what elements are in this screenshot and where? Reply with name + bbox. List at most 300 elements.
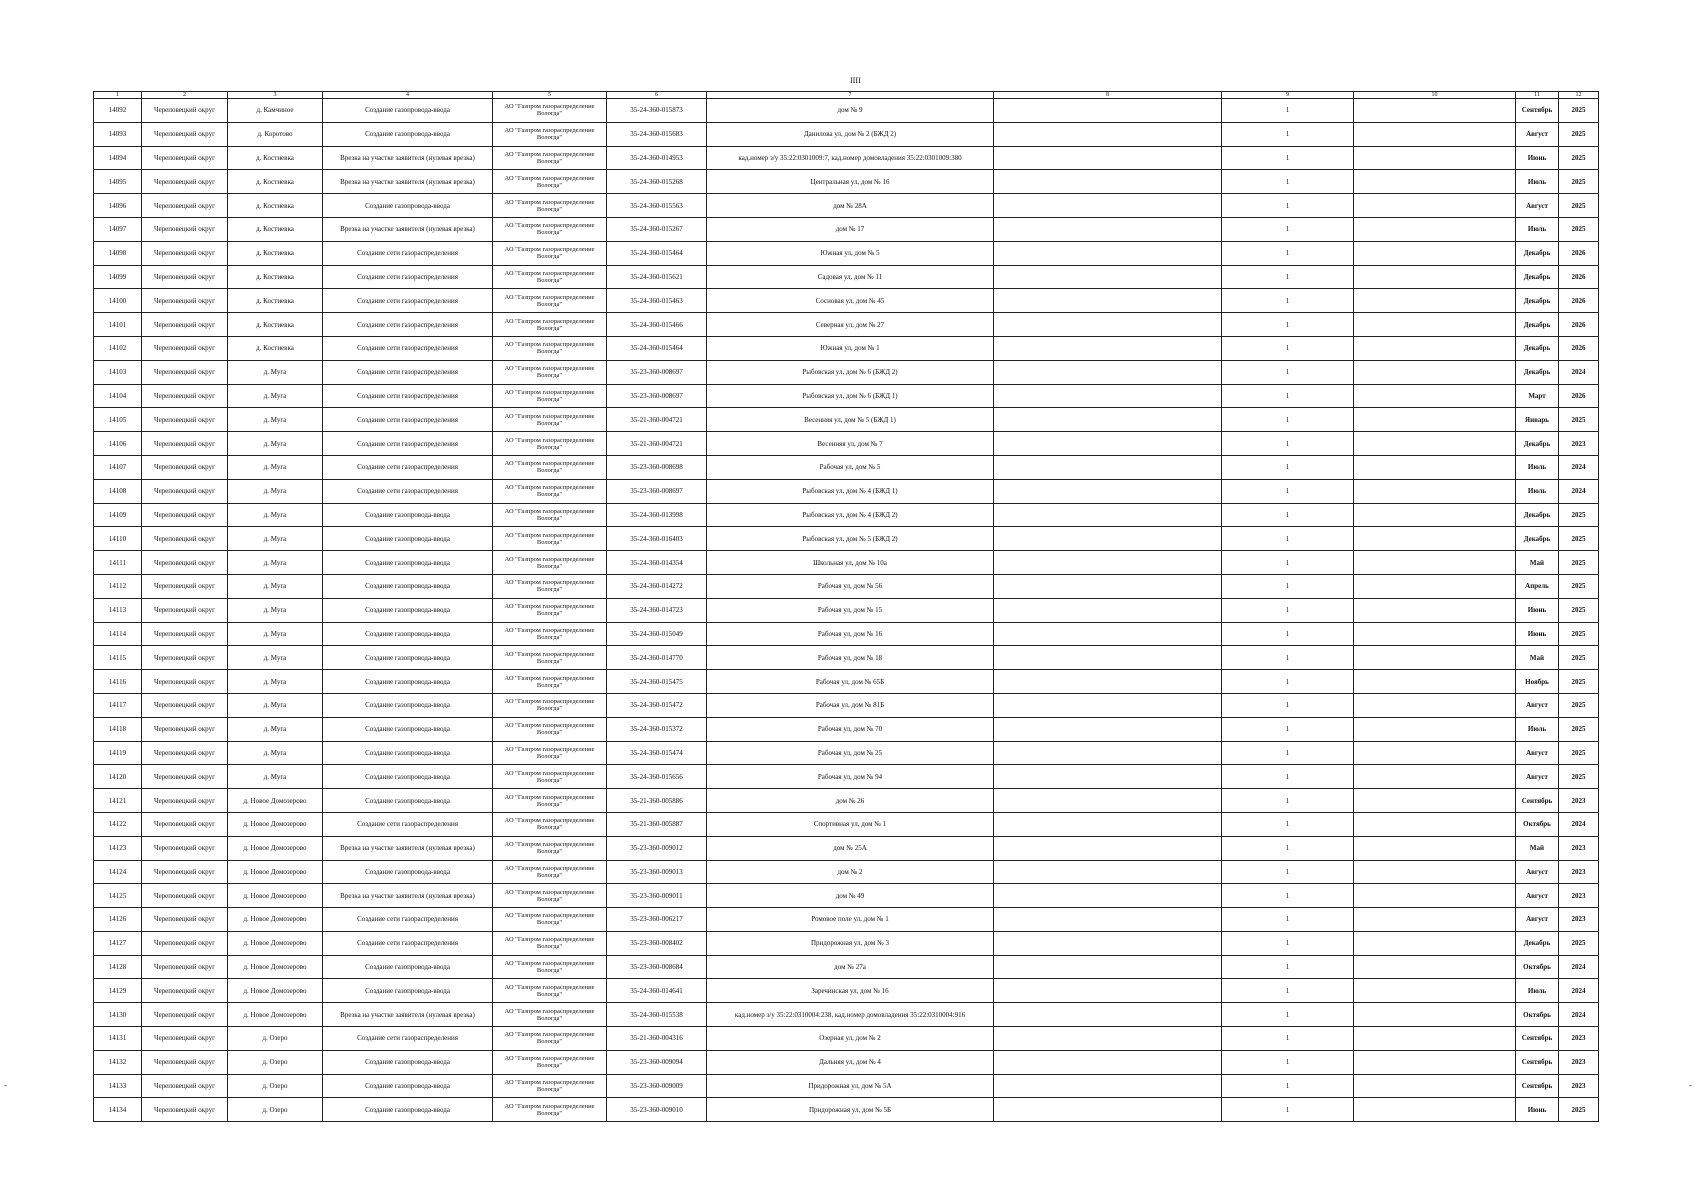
table-row [94,170,1599,194]
empty-cell [1354,884,1516,908]
work-type-cell: Создание газопровода-ввода [323,1074,493,1098]
organization-cell: АО "Газпром газораспределение Вологда" [493,99,607,123]
work-type-cell: Создание газопровода-ввода [323,551,493,575]
address-cell: Рабочая ул, дом № 81Б [707,693,994,717]
empty-cell [1354,836,1516,860]
address-cell: Весенняя ул, дом № 7 [707,432,994,456]
empty-cell [994,955,1222,979]
year-cell: 2024 [1559,979,1599,1003]
locality-cell: д. Муга [228,693,323,717]
year-cell: 2025 [1559,574,1599,598]
address-cell: Южная ул, дом № 5 [707,241,994,265]
empty-cell [994,503,1222,527]
address-cell: Рабочая ул, дом № 56 [707,574,994,598]
table-row [94,241,1599,265]
quantity-cell: 1 [1222,622,1354,646]
application-code-cell: 35-24-360-015372 [607,717,707,741]
month-cell: Август [1516,741,1559,765]
district-cell: Череповецкий округ [142,479,228,503]
row-number: 14131 [94,1027,142,1051]
month-cell: Ноябрь [1516,670,1559,694]
row-number: 14127 [94,931,142,955]
table-row [94,289,1599,313]
district-cell: Череповецкий округ [142,955,228,979]
empty-cell [994,336,1222,360]
year-cell: 2026 [1559,384,1599,408]
address-cell: дом № 49 [707,884,994,908]
locality-cell: д. Новое Домозерово [228,979,323,1003]
organization-cell: АО "Газпром газораспределение Вологда" [493,574,607,598]
address-cell: кад.номер з/у 35:22:0301009:7, кад.номер домовладения 35:22:0301009:380 [707,146,994,170]
application-code-cell: 35-24-360-015466 [607,313,707,337]
district-cell: Череповецкий округ [142,574,228,598]
application-code-cell: 35-21-360-004721 [607,408,707,432]
address-cell: Рыбовская ул, дом № 6 (БЖД 2) [707,360,994,384]
quantity-cell: 1 [1222,812,1354,836]
empty-cell [994,765,1222,789]
empty-cell [994,741,1222,765]
address-cell: Рабочая ул, дом № 70 [707,717,994,741]
district-cell: Череповецкий округ [142,289,228,313]
table-row [94,693,1599,717]
month-cell: Август [1516,194,1559,218]
address-cell: Рыбовская ул, дом № 5 (БЖД 2) [707,527,994,551]
application-code-cell: 35-24-360-014354 [607,551,707,575]
address-cell: Придорожная ул, дом № 5Б [707,1098,994,1122]
row-number: 14129 [94,979,142,1003]
empty-cell [994,693,1222,717]
table-row [94,313,1599,337]
address-cell: Рабочая ул, дом № 94 [707,765,994,789]
table-row [94,408,1599,432]
empty-cell [994,812,1222,836]
application-code-cell: 35-24-360-015464 [607,241,707,265]
locality-cell: д. Муга [228,622,323,646]
district-cell: Череповецкий округ [142,908,228,932]
empty-cell [1354,1074,1516,1098]
application-code-cell: 35-24-360-015464 [607,336,707,360]
locality-cell: д. Костиевка [228,194,323,218]
row-number: 14104 [94,384,142,408]
organization-cell: АО "Газпром газораспределение Вологда" [493,1027,607,1051]
quantity-cell: 1 [1222,741,1354,765]
empty-cell [1354,408,1516,432]
work-type-cell: Врезка на участке заявителя (нулевая врезка) [323,1003,493,1027]
locality-cell: д. Муга [228,360,323,384]
year-cell: 2024 [1559,479,1599,503]
column-header: 3 [228,92,323,99]
table-row [94,908,1599,932]
application-code-cell: 35-21-360-005887 [607,812,707,836]
table-row [94,1098,1599,1122]
empty-cell [1354,955,1516,979]
empty-cell [1354,194,1516,218]
table-row [94,1050,1599,1074]
address-cell: Заречинская ул, дом № 16 [707,979,994,1003]
address-cell: Данилова ул, дом № 2 (БЖД 2) [707,122,994,146]
organization-cell: АО "Газпром газораспределение Вологда" [493,241,607,265]
work-type-cell: Создание сети газораспределения [323,908,493,932]
table-row [94,217,1599,241]
table-row [94,884,1599,908]
year-cell: 2024 [1559,1003,1599,1027]
empty-cell [1354,693,1516,717]
organization-cell: АО "Газпром газораспределение Вологда" [493,265,607,289]
month-cell: Июнь [1516,622,1559,646]
quantity-cell: 1 [1222,836,1354,860]
district-cell: Череповецкий округ [142,622,228,646]
locality-cell: д. Муга [228,765,323,789]
row-number: 14134 [94,1098,142,1122]
organization-cell: АО "Газпром газораспределение Вологда" [493,313,607,337]
empty-cell [994,146,1222,170]
quantity-cell: 1 [1222,693,1354,717]
table-row [94,122,1599,146]
month-cell: Декабрь [1516,503,1559,527]
work-type-cell: Создание газопровода-ввода [323,646,493,670]
year-cell: 2023 [1559,432,1599,456]
work-type-cell: Создание газопровода-ввода [323,1050,493,1074]
edge-mark-left: - [4,1080,7,1090]
quantity-cell: 1 [1222,336,1354,360]
organization-cell: АО "Газпром газораспределение Вологда" [493,860,607,884]
application-code-cell: 35-23-360-009010 [607,1098,707,1122]
work-type-cell: Создание газопровода-ввода [323,955,493,979]
locality-cell: д. Костиевка [228,289,323,313]
work-type-cell: Создание сети газораспределения [323,1027,493,1051]
work-type-cell: Создание газопровода-ввода [323,860,493,884]
work-type-cell: Создание газопровода-ввода [323,194,493,218]
district-cell: Череповецкий округ [142,503,228,527]
district-cell: Череповецкий округ [142,670,228,694]
empty-cell [994,99,1222,123]
organization-cell: АО "Газпром газораспределение Вологда" [493,931,607,955]
district-cell: Череповецкий округ [142,217,228,241]
address-cell: Рабочая ул, дом № 18 [707,646,994,670]
month-cell: Сентябрь [1516,1050,1559,1074]
locality-cell: д. Муга [228,384,323,408]
row-number: 14105 [94,408,142,432]
locality-cell: д. Костиевка [228,217,323,241]
locality-cell: д. Костиевка [228,170,323,194]
empty-cell [994,670,1222,694]
organization-cell: АО "Газпром газораспределение Вологда" [493,551,607,575]
application-code-cell: 35-24-360-014953 [607,146,707,170]
work-type-cell: Создание сети газораспределения [323,408,493,432]
empty-cell [1354,360,1516,384]
edge-mark-right: - [1689,1080,1692,1090]
empty-cell [1354,122,1516,146]
month-cell: Декабрь [1516,313,1559,337]
row-number: 14108 [94,479,142,503]
empty-cell [994,241,1222,265]
quantity-cell: 1 [1222,313,1354,337]
address-cell: дом № 28А [707,194,994,218]
empty-cell [1354,217,1516,241]
locality-cell: д. Озеро [228,1050,323,1074]
locality-cell: д. Муга [228,455,323,479]
year-cell: 2025 [1559,622,1599,646]
address-cell: Рыбовская ул, дом № 6 (БЖД 1) [707,384,994,408]
table-row [94,860,1599,884]
application-code-cell: 35-24-360-014272 [607,574,707,598]
empty-cell [994,479,1222,503]
row-number: 14110 [94,527,142,551]
empty-cell [1354,289,1516,313]
work-type-cell: Создание газопровода-ввода [323,622,493,646]
district-cell: Череповецкий округ [142,789,228,813]
address-cell: Рабочая ул, дом № 16 [707,622,994,646]
work-type-cell: Создание газопровода-ввода [323,693,493,717]
empty-cell [994,1074,1222,1098]
row-number: 14102 [94,336,142,360]
empty-cell [1354,551,1516,575]
table-row [94,479,1599,503]
row-number: 14121 [94,789,142,813]
quantity-cell: 1 [1222,527,1354,551]
table-row [94,717,1599,741]
table-row [94,336,1599,360]
month-cell: Август [1516,122,1559,146]
month-cell: Декабрь [1516,931,1559,955]
year-cell: 2023 [1559,1027,1599,1051]
column-header: 8 [994,92,1222,99]
table-row [94,955,1599,979]
year-cell: 2024 [1559,955,1599,979]
month-cell: Июль [1516,455,1559,479]
district-cell: Череповецкий округ [142,1074,228,1098]
row-number: 14125 [94,884,142,908]
work-type-cell: Создание сети газораспределения [323,241,493,265]
locality-cell: д. Озеро [228,1074,323,1098]
empty-cell [994,1027,1222,1051]
empty-cell [994,527,1222,551]
row-number: 14092 [94,99,142,123]
quantity-cell: 1 [1222,1098,1354,1122]
application-code-cell: 35-24-360-015621 [607,265,707,289]
empty-cell [1354,812,1516,836]
address-cell: Школьная ул, дом № 10а [707,551,994,575]
address-cell: Спортивная ул, дом № 1 [707,812,994,836]
organization-cell: АО "Газпром газораспределение Вологда" [493,527,607,551]
organization-cell: АО "Газпром газораспределение Вологда" [493,622,607,646]
application-code-cell: 35-24-360-015049 [607,622,707,646]
row-number: 14132 [94,1050,142,1074]
district-cell: Череповецкий округ [142,99,228,123]
empty-cell [994,789,1222,813]
application-code-cell: 35-24-360-015463 [607,289,707,313]
locality-cell: д. Костиевка [228,336,323,360]
application-code-cell: 35-23-360-008402 [607,931,707,955]
address-cell: дом № 27а [707,955,994,979]
district-cell: Череповецкий округ [142,884,228,908]
organization-cell: АО "Газпром газораспределение Вологда" [493,670,607,694]
month-cell: Июнь [1516,598,1559,622]
locality-cell: д. Муга [228,598,323,622]
empty-cell [1354,99,1516,123]
row-number: 14106 [94,432,142,456]
row-number: 14118 [94,717,142,741]
empty-cell [1354,265,1516,289]
quantity-cell: 1 [1222,1074,1354,1098]
table-row [94,1027,1599,1051]
address-cell: Весенняя ул, дом № 5 (БЖД 1) [707,408,994,432]
table-body [94,92,1599,1122]
month-cell: Август [1516,908,1559,932]
table-row [94,384,1599,408]
quantity-cell: 1 [1222,1050,1354,1074]
year-cell: 2023 [1559,836,1599,860]
quantity-cell: 1 [1222,908,1354,932]
locality-cell: д. Новое Домозерово [228,908,323,932]
work-type-cell: Создание газопровода-ввода [323,670,493,694]
year-cell: 2025 [1559,99,1599,123]
locality-cell: д. Озеро [228,1027,323,1051]
quantity-cell: 1 [1222,479,1354,503]
address-cell: дом № 2 [707,860,994,884]
locality-cell: д. Камчиное [228,99,323,123]
quantity-cell: 1 [1222,979,1354,1003]
empty-cell [1354,1027,1516,1051]
column-header: 4 [323,92,493,99]
organization-cell: АО "Газпром газораспределение Вологда" [493,122,607,146]
locality-cell: д. Муга [228,717,323,741]
row-number: 14096 [94,194,142,218]
work-type-cell: Создание сети газораспределения [323,313,493,337]
organization-cell: АО "Газпром газораспределение Вологда" [493,408,607,432]
district-cell: Череповецкий округ [142,241,228,265]
work-type-cell: Создание сети газораспределения [323,931,493,955]
empty-cell [994,194,1222,218]
quantity-cell: 1 [1222,717,1354,741]
month-cell: Октябрь [1516,1003,1559,1027]
organization-cell: АО "Газпром газораспределение Вологда" [493,884,607,908]
month-cell: Декабрь [1516,289,1559,313]
empty-cell [994,884,1222,908]
quantity-cell: 1 [1222,765,1354,789]
district-cell: Череповецкий округ [142,194,228,218]
empty-cell [1354,908,1516,932]
row-number: 14114 [94,622,142,646]
empty-cell [1354,146,1516,170]
quantity-cell: 1 [1222,955,1354,979]
locality-cell: д. Новое Домозерово [228,931,323,955]
application-code-cell: 35-23-360-009013 [607,860,707,884]
month-cell: Июль [1516,479,1559,503]
application-code-cell: 35-23-360-009009 [607,1074,707,1098]
address-cell: кад.номер з/у 35:22:0310004:238, кад.номер домовладения 35:22:0310004:916 [707,1003,994,1027]
address-cell: Рабочая ул, дом № 25 [707,741,994,765]
address-cell: Садовая ул, дом № 11 [707,265,994,289]
locality-cell: д. Костиевка [228,241,323,265]
work-type-cell: Создание сети газораспределения [323,384,493,408]
organization-cell: АО "Газпром газораспределение Вологда" [493,1098,607,1122]
quantity-cell: 1 [1222,170,1354,194]
address-cell: Дальняя ул, дом № 4 [707,1050,994,1074]
quantity-cell: 1 [1222,384,1354,408]
year-cell: 2026 [1559,289,1599,313]
row-number: 14126 [94,908,142,932]
quantity-cell: 1 [1222,432,1354,456]
organization-cell: АО "Газпром газораспределение Вологда" [493,646,607,670]
month-cell: Декабрь [1516,432,1559,456]
empty-cell [994,122,1222,146]
organization-cell: АО "Газпром газораспределение Вологда" [493,1074,607,1098]
quantity-cell: 1 [1222,1003,1354,1027]
work-type-cell: Создание сети газораспределения [323,265,493,289]
empty-cell [994,313,1222,337]
month-cell: Сентябрь [1516,1027,1559,1051]
table-row [94,1074,1599,1098]
empty-cell [994,979,1222,1003]
empty-cell [994,574,1222,598]
address-cell: Центральная ул, дом № 16 [707,170,994,194]
month-cell: Январь [1516,408,1559,432]
organization-cell: АО "Газпром газораспределение Вологда" [493,455,607,479]
quantity-cell: 1 [1222,551,1354,575]
organization-cell: АО "Газпром газораспределение Вологда" [493,598,607,622]
work-type-cell: Создание сети газораспределения [323,360,493,384]
application-code-cell: 35-24-360-015873 [607,99,707,123]
work-type-cell: Врезка на участке заявителя (нулевая врезка) [323,217,493,241]
empty-cell [1354,527,1516,551]
work-type-cell: Создание газопровода-ввода [323,122,493,146]
empty-cell [1354,336,1516,360]
month-cell: Август [1516,884,1559,908]
empty-cell [994,551,1222,575]
row-number: 14122 [94,812,142,836]
quantity-cell: 1 [1222,455,1354,479]
application-code-cell: 35-23-360-009012 [607,836,707,860]
table-row [94,360,1599,384]
row-number: 14097 [94,217,142,241]
month-cell: Май [1516,646,1559,670]
organization-cell: АО "Газпром газораспределение Вологда" [493,217,607,241]
quantity-cell: 1 [1222,646,1354,670]
column-header: 10 [1354,92,1516,99]
application-code-cell: 35-23-360-008697 [607,384,707,408]
empty-cell [994,360,1222,384]
work-type-cell: Врезка на участке заявителя (нулевая врезка) [323,884,493,908]
empty-cell [994,1098,1222,1122]
empty-cell [1354,741,1516,765]
table-row [94,598,1599,622]
locality-cell: д. Муга [228,574,323,598]
quantity-cell: 1 [1222,931,1354,955]
quantity-cell: 1 [1222,884,1354,908]
quantity-cell: 1 [1222,289,1354,313]
district-cell: Череповецкий округ [142,979,228,1003]
empty-cell [1354,455,1516,479]
application-code-cell: 35-23-360-008684 [607,955,707,979]
district-cell: Череповецкий округ [142,265,228,289]
year-cell: 2024 [1559,455,1599,479]
district-cell: Череповецкий округ [142,741,228,765]
address-cell: Северная ул, дом № 27 [707,313,994,337]
quantity-cell: 1 [1222,503,1354,527]
locality-cell: д. Муга [228,551,323,575]
empty-cell [1354,598,1516,622]
locality-cell: д. Коротово [228,122,323,146]
row-number: 14128 [94,955,142,979]
work-type-cell: Создание газопровода-ввода [323,717,493,741]
year-cell: 2023 [1559,1074,1599,1098]
column-header: 7 [707,92,994,99]
month-cell: Декабрь [1516,360,1559,384]
district-cell: Череповецкий округ [142,765,228,789]
year-cell: 2025 [1559,717,1599,741]
address-cell: Рыбовская ул, дом № 4 (БЖД 1) [707,479,994,503]
